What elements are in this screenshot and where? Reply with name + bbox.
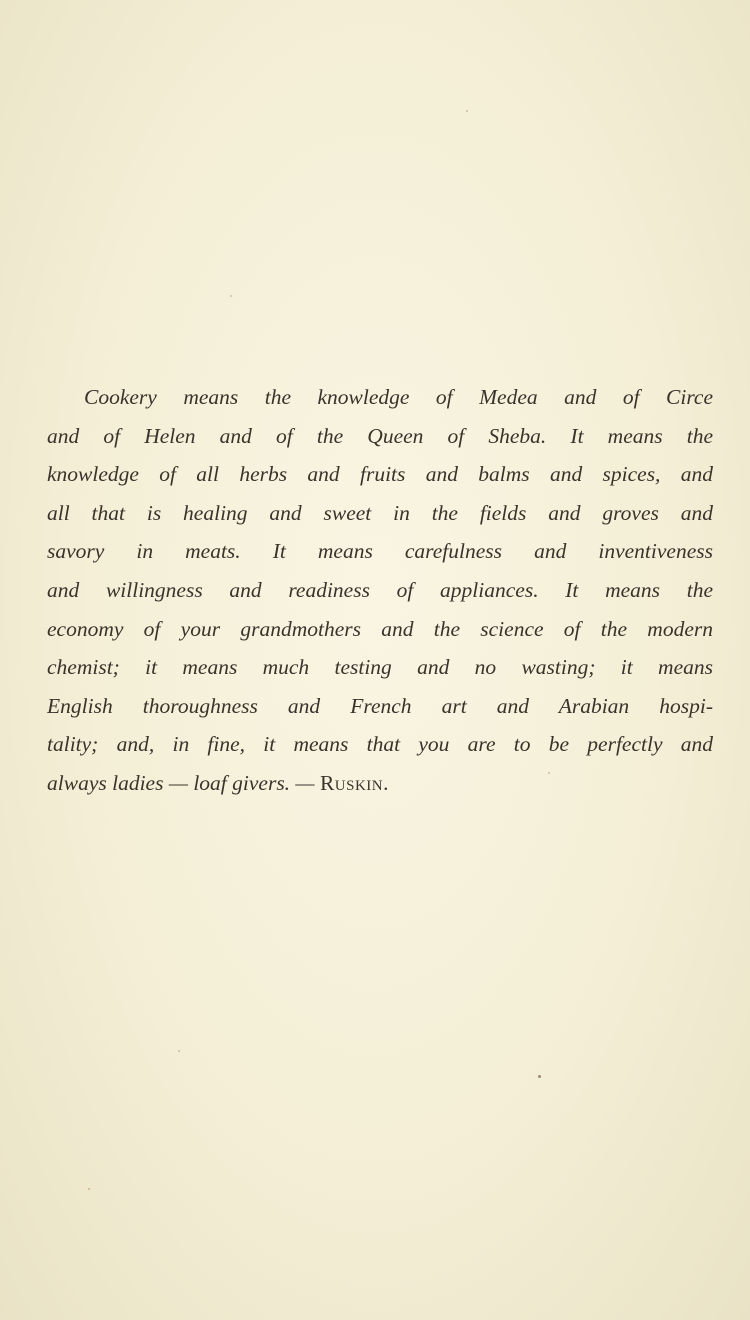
paper-speck [88, 1188, 90, 1190]
quote-last-line [47, 764, 713, 803]
paper-speck [538, 1075, 541, 1078]
ruskin-quote [47, 378, 713, 803]
paper-speck [230, 295, 232, 297]
quote-line: knowledge of all herbs and fruits and balms and spices, and [47, 462, 713, 487]
quote-line: all that is healing and sweet in the fields and groves and [47, 500, 713, 525]
quote-line: Cookery means the knowledge of Medea and of Circe [84, 385, 713, 409]
quote-line: economy of your grandmothers and the science of the modern [47, 616, 713, 641]
paper-speck [178, 1050, 180, 1052]
paper-speck [466, 110, 468, 112]
quote-author: Ruskin. [319, 770, 389, 795]
quote-line: English thoroughness and French art and Arabian hospi- [47, 693, 713, 718]
quote-line: chemist; it means much testing and no wasting; it means [47, 655, 713, 680]
quote-line: and of Helen and of the Queen of Sheba. It means the [47, 423, 713, 448]
quote-line: and willingness and readiness of appliances. It means the [47, 577, 713, 602]
quote-line: savory in meats. It means carefulness and inventiveness [47, 539, 713, 564]
quote-line: tality; and, in fine, it means that you are to be perfectly and [47, 732, 713, 757]
quote-line: always ladies — loaf givers. — [47, 770, 315, 795]
